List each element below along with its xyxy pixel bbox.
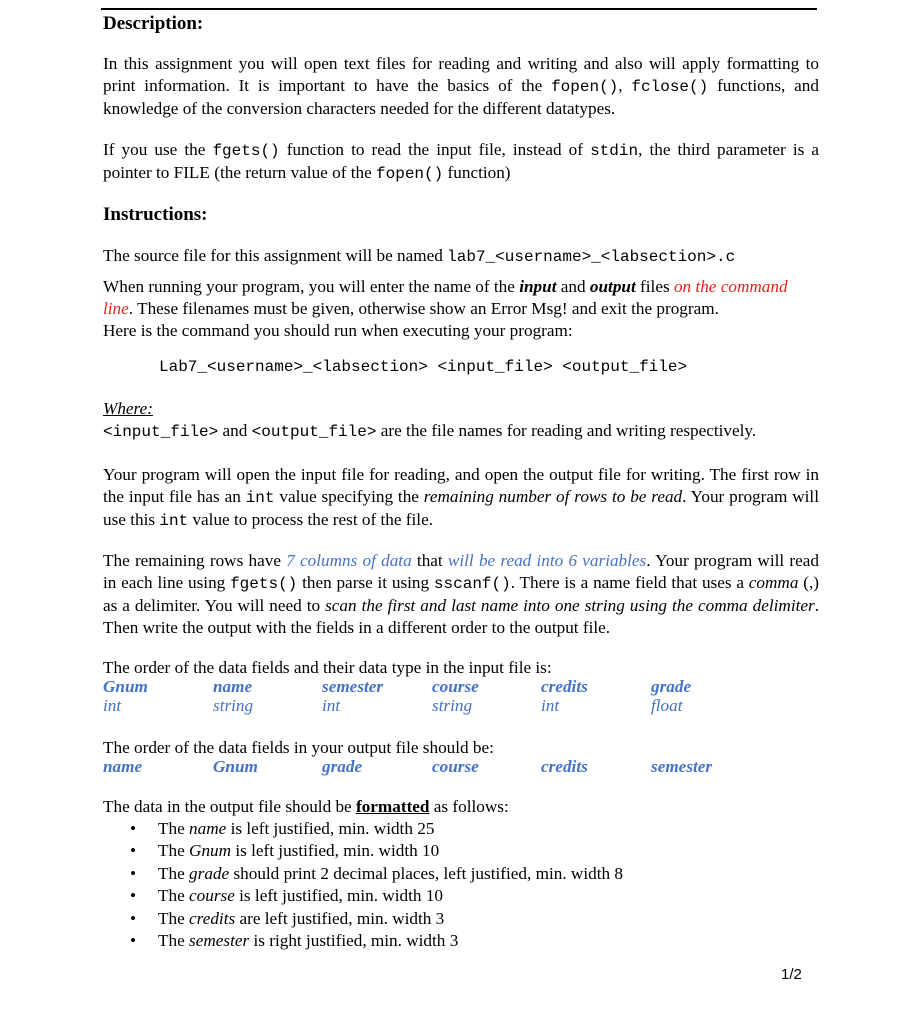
- top-rule: [101, 8, 817, 10]
- output-field-name: Gnum: [213, 757, 258, 776]
- output-field-name: grade: [322, 757, 363, 776]
- output-field-name: course: [432, 757, 479, 776]
- list-item: • The grade should print 2 decimal places, left justified, min. width 8: [130, 863, 623, 885]
- format-bullet-list: [130, 818, 623, 952]
- input-field-name: semester: [322, 677, 384, 696]
- input-file-paragraph: Your program will open the input file for reading, and open the output file for writing. The first row in the input file has an int value specifying the remaining number of rows to be read. Your program will use this int value to process the rest of the file.: [103, 465, 819, 530]
- output-order-text: The order of the data fields in your output file should be:: [103, 738, 494, 757]
- list-item: • The name is left justified, min. width 25: [130, 818, 623, 840]
- run-command: Lab7_<username>_<labsection> <input_file> <output_file>: [159, 358, 688, 376]
- list-item: • The semester is right justified, min. width 3: [130, 930, 623, 952]
- list-item: • The course is left justified, min. width 10: [130, 885, 623, 907]
- input-field-name: name: [213, 677, 253, 696]
- instructions-heading: Instructions:: [103, 204, 208, 225]
- input-field-type: int: [322, 696, 341, 715]
- description-paragraph-2: If you use the fgets() function to read the input file, instead of stdin, the third parameter is a pointer to FILE (the return value of the fopen() function): [103, 140, 819, 183]
- list-item: • The Gnum is left justified, min. width 10: [130, 840, 623, 862]
- input-field-name: credits: [541, 677, 588, 696]
- command-line-paragraph: When running your program, you will enter the name of the input and output files on the command line. These filenames must be given, otherwise show an Error Msg! and exit the program. Here is the command you should run when executing your program:: [103, 277, 788, 340]
- parsing-paragraph: The remaining rows have 7 columns of data that will be read into 6 variables. Your program will read in each line using fgets() then parse it using sscanf(). There is a name field that uses a comma (,) as a delimiter. You will need to scan the first and last name into one string using the comma delimiter. Then write the output with the fields in a different order to the output file.: [103, 551, 820, 637]
- input-field-type: string: [432, 696, 473, 715]
- input-field-type: string: [213, 696, 254, 715]
- output-field-name: name: [103, 757, 143, 776]
- input-field-name: course: [432, 677, 479, 696]
- output-field-name: semester: [651, 757, 713, 776]
- description-paragraph-1: In this assignment you will open text files for reading and writing and also will apply formatting to print information. It is important to have the basics of the fopen(), fclose() functions, and knowledge of the conversion characters needed for the different datatypes.: [103, 54, 819, 118]
- page-number: 1/2: [781, 966, 802, 983]
- input-order-text: The order of the data fields and their data type in the input file is:: [103, 658, 552, 677]
- input-field-name: grade: [651, 677, 692, 696]
- list-item: • The credits are left justified, min. width 3: [130, 908, 623, 930]
- where-description: <input_file> and <output_file> are the file names for reading and writing respectively.: [103, 421, 757, 441]
- input-field-type: int: [541, 696, 560, 715]
- source-file-paragraph: The source file for this assignment will be named lab7_<username>_<labsection>.c: [103, 246, 736, 266]
- description-heading: Description:: [103, 13, 204, 34]
- input-field-name: Gnum: [103, 677, 148, 696]
- format-intro: The data in the output file should be formatted as follows:: [103, 797, 509, 816]
- input-field-type: float: [651, 696, 683, 715]
- where-label: Where:: [103, 399, 153, 418]
- output-field-name: credits: [541, 757, 588, 776]
- input-field-type: int: [103, 696, 122, 715]
